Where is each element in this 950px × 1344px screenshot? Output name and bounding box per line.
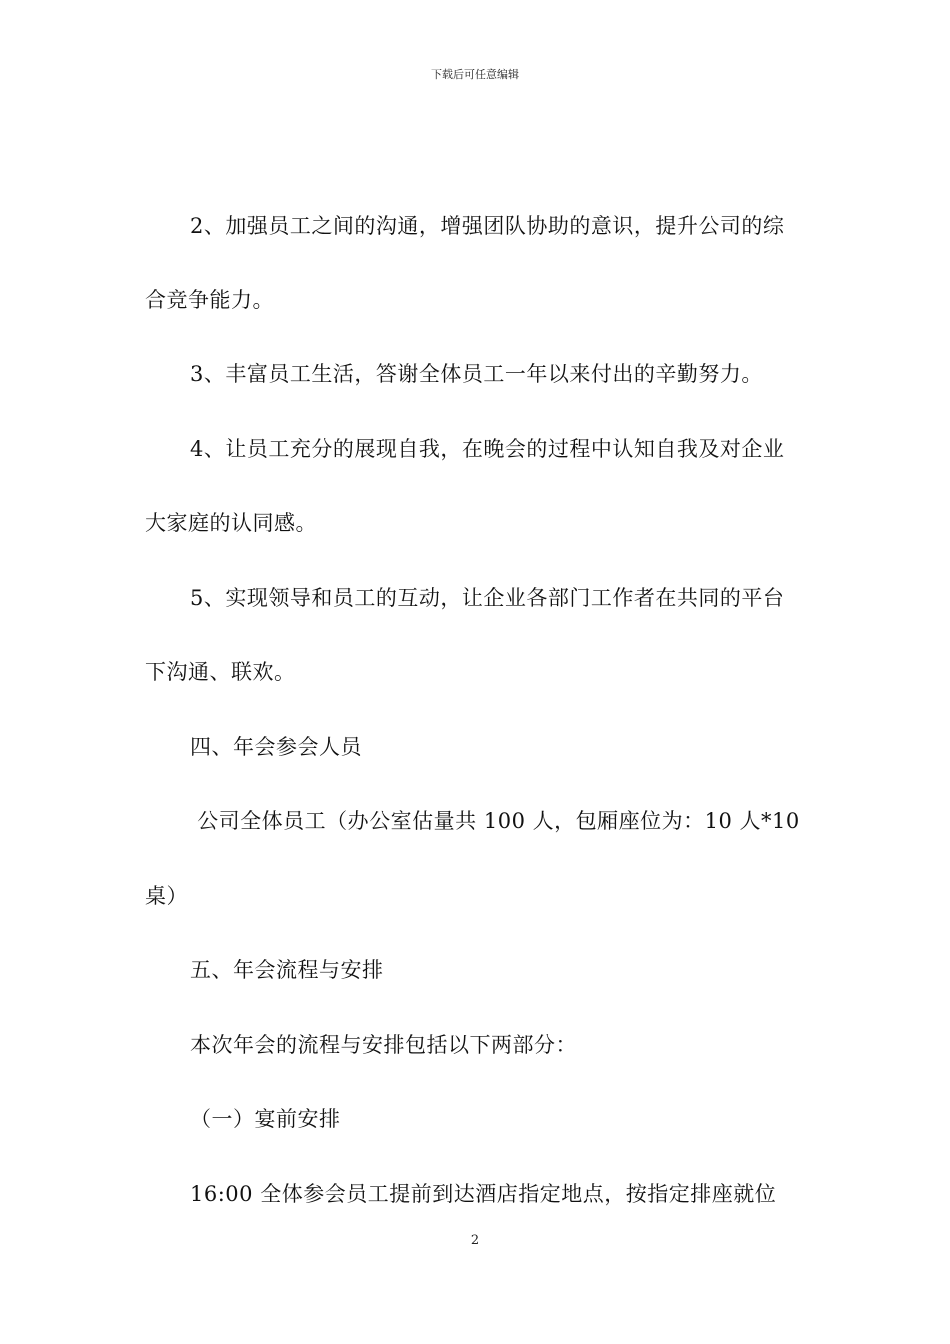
paragraph-line: 公司全体员工（办公室估量共 100 人，包厢座位为：10 人*10 bbox=[190, 809, 800, 833]
header-note: 下载后可任意编辑 bbox=[431, 68, 519, 81]
paragraph-line: 合竞争能力。 bbox=[145, 288, 274, 312]
paragraph-line: 大家庭的认同感。 bbox=[145, 511, 317, 535]
paragraph-line: 下沟通、联欢。 bbox=[145, 660, 296, 684]
section-heading: 四、年会参会人员 bbox=[190, 735, 362, 759]
paragraph-line: 3、丰富员工生活，答谢全体员工一年以来付出的辛勤努力。 bbox=[190, 362, 763, 386]
paragraph-line: 16:00 全体参会员工提前到达酒店指定地点，按指定排座就位 bbox=[190, 1182, 777, 1206]
page-number: 2 bbox=[470, 1233, 480, 1248]
paragraph-line: 2、加强员工之间的沟通，增强团队协助的意识，提升公司的综 bbox=[190, 214, 785, 238]
paragraph-line: 4、让员工充分的展现自我，在晚会的过程中认知自我及对企业 bbox=[190, 437, 785, 461]
paragraph-line: 本次年会的流程与安排包括以下两部分： bbox=[190, 1033, 577, 1057]
subsection-heading: （一）宴前安排 bbox=[190, 1107, 341, 1131]
paragraph-line: 桌） bbox=[145, 884, 188, 908]
section-heading: 五、年会流程与安排 bbox=[190, 958, 384, 982]
paragraph-line: 5、实现领导和员工的互动，让企业各部门工作者在共同的平台 bbox=[190, 586, 785, 610]
